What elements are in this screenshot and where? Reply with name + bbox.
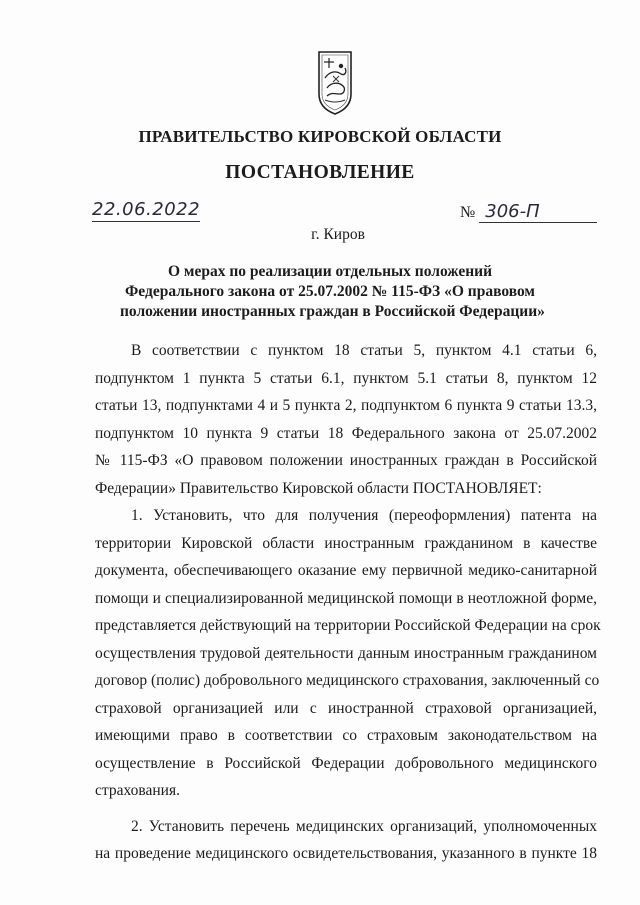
title-line: О мерах по реализации отдельных положений (167, 263, 493, 280)
text-line: договор (полис) добровольного медицинского страхования, заключенный со (95, 672, 600, 689)
document-date: 22.06.2022 (92, 199, 201, 220)
text-line: № 115-ФЗ «О правовом положении иностранных граждан в Российской (95, 452, 597, 469)
item-2-paragraph (95, 813, 597, 868)
text-line: В соответствии с пунктом 18 статьи 5, пунктом 4.1 статьи 6, (131, 342, 597, 359)
number-value: 306-П (479, 202, 597, 223)
text-line: территории Кировской области иностранным гражданином в качестве (95, 534, 597, 552)
text-line: осуществления трудовой деятельности данным иностранным гражданином (95, 644, 597, 662)
text-line: страхования. (95, 782, 180, 799)
text-line: Федерации» Правительство Кировской области ПОСТАНОВЛЯЕТ: (95, 479, 542, 497)
title-line: Федерального закона от 25.07.2002 № 115-ФЗ «О правовом (124, 283, 535, 300)
text-line: на проведение медицинского освидетельствования, указанного в пункте 18 (95, 845, 597, 862)
document-title (120, 262, 545, 322)
coat-of-arms-icon (305, 48, 365, 118)
organization-name: ПРАВИТЕЛЬСТВО КИРОВСКОЙ ОБЛАСТИ (138, 127, 502, 146)
text-line: статьи 13, подпунктами 4 и 5 пункта 2, подпунктом 6 пункта 9 статьи 13.3, (95, 397, 597, 414)
paragraph-gap (95, 805, 597, 813)
text-line: имеющими право в соответствии со страховым законодательством на (95, 727, 597, 744)
text-line: осуществление в Российской Федерации добровольного медицинского (95, 754, 597, 772)
text-line: подпунктом 10 пункта 9 статьи 18 Федерального закона от 25.07.2002 (95, 424, 597, 442)
number-sign: № (460, 204, 476, 221)
document-type: ПОСТАНОВЛЕНИЕ (225, 162, 415, 183)
text-line: 2. Установить перечень медицинских организаций, уполномоченных (131, 817, 597, 835)
text-line: подпунктом 1 пункта 5 статьи 6.1, пунктом 5.1 статьи 8, пунктом 12 (95, 369, 597, 387)
text-line: страховой организацией или с иностранной страховой организацией, (95, 699, 597, 717)
text-line: 1. Установить, что для получения (переоформления) патента на (131, 507, 597, 524)
city: г. Киров (311, 226, 365, 243)
preamble-paragraph (95, 337, 597, 502)
text-line: документа, обеспечивающего оказание ему первичной медико-санитарной (95, 562, 597, 579)
text-line: помощи и специализированной медицинской помощи в неотложной форме, (95, 589, 597, 607)
document-body (95, 337, 601, 868)
item-1-paragraph (95, 502, 601, 805)
text-line: представляется действующий на территории Российской Федерации на срок (95, 617, 601, 634)
document-number (460, 202, 597, 223)
title-line: положении иностранных граждан в Российской Федерации» (120, 303, 545, 320)
